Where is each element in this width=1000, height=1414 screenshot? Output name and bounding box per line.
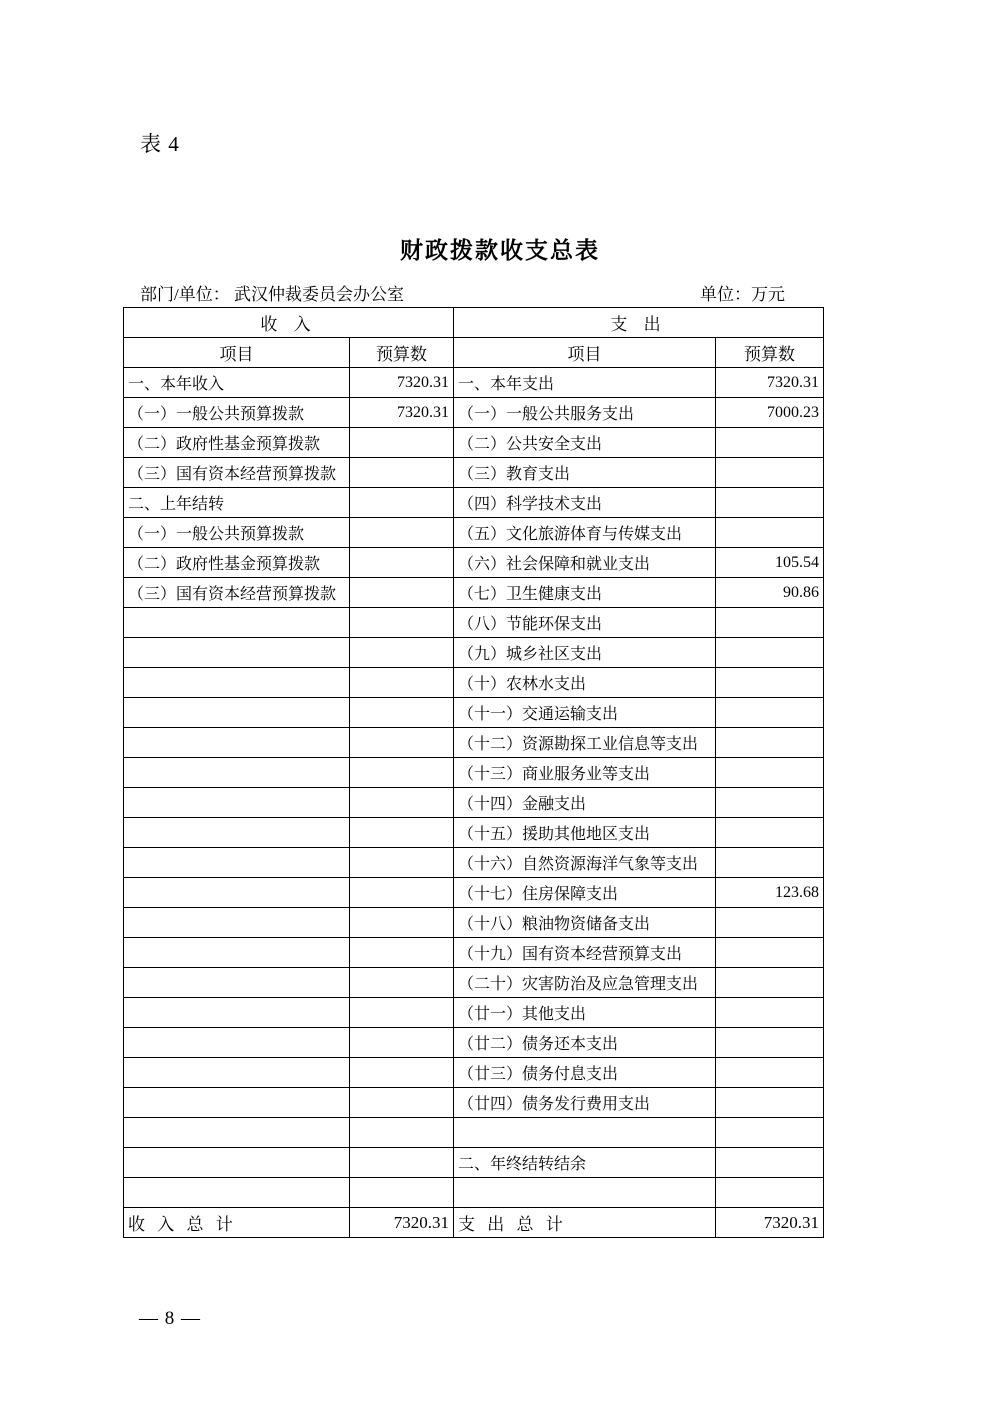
income-item-cell: （二）政府性基金预算拨款 xyxy=(124,548,350,578)
income-value-cell xyxy=(350,638,454,668)
table-row xyxy=(124,668,824,698)
expense-item-cell xyxy=(454,1118,716,1148)
expense-item-cell: （廿一）其他支出 xyxy=(454,998,716,1028)
income-item-cell xyxy=(124,908,350,938)
table-row xyxy=(124,788,824,818)
table-row xyxy=(124,428,824,458)
income-value-cell xyxy=(350,938,454,968)
expense-value-cell xyxy=(716,1088,824,1118)
table-row xyxy=(124,398,824,428)
income-total-value: 7320.31 xyxy=(350,1208,454,1238)
page-number: — 8 — xyxy=(139,1308,201,1329)
table-label: 表 4 xyxy=(140,132,180,156)
income-item-cell xyxy=(124,968,350,998)
income-item-cell: （二）政府性基金预算拨款 xyxy=(124,428,350,458)
income-item-cell xyxy=(124,1118,350,1148)
income-total-label: 收 入 总 计 xyxy=(124,1208,350,1238)
expense-total-value: 7320.31 xyxy=(716,1208,824,1238)
income-item-cell xyxy=(124,998,350,1028)
expense-value-cell xyxy=(716,848,824,878)
expense-value-cell xyxy=(716,1148,824,1178)
expense-item-cell: （十）农林水支出 xyxy=(454,668,716,698)
expense-value-cell: 7320.31 xyxy=(716,368,824,398)
expense-value-cell xyxy=(716,1178,824,1208)
column-header-row xyxy=(124,338,824,368)
expense-value-cell xyxy=(716,1118,824,1148)
income-value-cell xyxy=(350,818,454,848)
table-row xyxy=(124,458,824,488)
income-value-cell xyxy=(350,1148,454,1178)
income-group-header: 收 入 xyxy=(124,308,454,338)
table-row xyxy=(124,1178,824,1208)
expense-item-cell: （十三）商业服务业等支出 xyxy=(454,758,716,788)
income-value-cell xyxy=(350,878,454,908)
table-row xyxy=(124,878,824,908)
table-row xyxy=(124,1148,824,1178)
income-item-cell xyxy=(124,788,350,818)
income-value-cell xyxy=(350,578,454,608)
expense-value-cell: 7000.23 xyxy=(716,398,824,428)
expense-item-cell: （廿四）债务发行费用支出 xyxy=(454,1088,716,1118)
income-item-cell: （一）一般公共预算拨款 xyxy=(124,518,350,548)
income-value-cell xyxy=(350,668,454,698)
table-row xyxy=(124,698,824,728)
expense-item-cell: （廿二）债务还本支出 xyxy=(454,1028,716,1058)
expense-value-cell xyxy=(716,668,824,698)
income-value-cell: 7320.31 xyxy=(350,398,454,428)
table-row xyxy=(124,728,824,758)
expense-item-cell: （八）节能环保支出 xyxy=(454,608,716,638)
income-value-cell xyxy=(350,848,454,878)
expense-value-cell xyxy=(716,1058,824,1088)
expense-item-cell: （六）社会保障和就业支出 xyxy=(454,548,716,578)
income-item-cell xyxy=(124,1028,350,1058)
expense-value-cell xyxy=(716,938,824,968)
expense-item-cell: （一）一般公共服务支出 xyxy=(454,398,716,428)
table-row xyxy=(124,488,824,518)
income-value-cell xyxy=(350,488,454,518)
expense-value-cell xyxy=(716,458,824,488)
expense-total-label: 支 出 总 计 xyxy=(454,1208,716,1238)
table-row xyxy=(124,518,824,548)
expense-value-cell xyxy=(716,608,824,638)
income-item-cell: （三）国有资本经营预算拨款 xyxy=(124,458,350,488)
expense-item-cell: 二、年终结转结余 xyxy=(454,1148,716,1178)
income-value-cell xyxy=(350,1028,454,1058)
expense-item-cell: （十七）住房保障支出 xyxy=(454,878,716,908)
income-budget-header: 预算数 xyxy=(350,338,454,368)
income-item-cell xyxy=(124,818,350,848)
expense-value-cell: 105.54 xyxy=(716,548,824,578)
income-item-cell: （一）一般公共预算拨款 xyxy=(124,398,350,428)
table-row xyxy=(124,608,824,638)
table-row xyxy=(124,1118,824,1148)
income-value-cell xyxy=(350,1118,454,1148)
expense-value-cell xyxy=(716,698,824,728)
table-row xyxy=(124,938,824,968)
table-row xyxy=(124,1088,824,1118)
income-value-cell xyxy=(350,608,454,638)
income-value-cell xyxy=(350,1058,454,1088)
expense-item-cell: 一、本年支出 xyxy=(454,368,716,398)
page-footer xyxy=(0,1308,1000,1330)
income-item-cell xyxy=(124,1058,350,1088)
table-row xyxy=(124,548,824,578)
group-header-row xyxy=(124,308,824,338)
table-row xyxy=(124,638,824,668)
expense-item-cell: （十二）资源勘探工业信息等支出 xyxy=(454,728,716,758)
income-value-cell xyxy=(350,998,454,1028)
income-value-cell xyxy=(350,548,454,578)
expense-value-cell xyxy=(716,998,824,1028)
expense-item-cell: （十九）国有资本经营预算支出 xyxy=(454,938,716,968)
expense-item-cell: （五）文化旅游体育与传媒支出 xyxy=(454,518,716,548)
table-row xyxy=(124,368,824,398)
table-row xyxy=(124,578,824,608)
department-label: 部门/单位： 武汉仲裁委员会办公室 xyxy=(140,285,404,304)
income-value-cell xyxy=(350,1088,454,1118)
income-value-cell xyxy=(350,908,454,938)
expense-value-cell xyxy=(716,818,824,848)
table-row xyxy=(124,1028,824,1058)
income-item-cell xyxy=(124,1148,350,1178)
expense-value-cell xyxy=(716,728,824,758)
expense-item-cell: （十五）援助其他地区支出 xyxy=(454,818,716,848)
table-row xyxy=(124,818,824,848)
expense-item-cell: （九）城乡社区支出 xyxy=(454,638,716,668)
expense-item-cell: （七）卫生健康支出 xyxy=(454,578,716,608)
expense-item-header: 项目 xyxy=(454,338,716,368)
income-item-cell xyxy=(124,878,350,908)
income-item-cell xyxy=(124,728,350,758)
table-row xyxy=(124,968,824,998)
income-value-cell xyxy=(350,968,454,998)
expense-value-cell xyxy=(716,908,824,938)
expense-item-cell: （十六）自然资源海洋气象等支出 xyxy=(454,848,716,878)
expense-value-cell xyxy=(716,428,824,458)
expense-item-cell: （十四）金融支出 xyxy=(454,788,716,818)
income-value-cell xyxy=(350,728,454,758)
table-row xyxy=(124,1058,824,1088)
income-item-cell xyxy=(124,698,350,728)
expense-item-cell: （二十）灾害防治及应急管理支出 xyxy=(454,968,716,998)
expense-value-cell xyxy=(716,518,824,548)
budget-table xyxy=(123,307,824,1238)
income-item-cell xyxy=(124,938,350,968)
expense-item-cell: （十八）粮油物资储备支出 xyxy=(454,908,716,938)
meta-row xyxy=(140,280,825,305)
expense-budget-header: 预算数 xyxy=(716,338,824,368)
table-row xyxy=(124,908,824,938)
income-item-cell xyxy=(124,608,350,638)
income-item-cell xyxy=(124,638,350,668)
income-item-header: 项目 xyxy=(124,338,350,368)
income-value-cell xyxy=(350,758,454,788)
table-row xyxy=(124,758,824,788)
income-item-cell: 一、本年收入 xyxy=(124,368,350,398)
income-item-cell: 二、上年结转 xyxy=(124,488,350,518)
expense-group-header: 支 出 xyxy=(454,308,824,338)
page-title: 财政拨款收支总表 xyxy=(400,238,600,263)
unit-label: 单位：万元 xyxy=(700,285,785,304)
expense-item-cell: （三）教育支出 xyxy=(454,458,716,488)
expense-value-cell xyxy=(716,758,824,788)
expense-item-cell: （二）公共安全支出 xyxy=(454,428,716,458)
income-item-cell: （三）国有资本经营预算拨款 xyxy=(124,578,350,608)
income-value-cell xyxy=(350,428,454,458)
table-row xyxy=(124,998,824,1028)
expense-item-cell xyxy=(454,1178,716,1208)
income-value-cell xyxy=(350,518,454,548)
income-value-cell xyxy=(350,788,454,818)
income-item-cell xyxy=(124,758,350,788)
expense-value-cell xyxy=(716,638,824,668)
income-value-cell: 7320.31 xyxy=(350,368,454,398)
income-item-cell xyxy=(124,1178,350,1208)
table-row xyxy=(124,848,824,878)
expense-value-cell xyxy=(716,968,824,998)
income-value-cell xyxy=(350,698,454,728)
income-item-cell xyxy=(124,848,350,878)
table-total-row xyxy=(124,1208,824,1238)
expense-value-cell: 90.86 xyxy=(716,578,824,608)
expense-value-cell xyxy=(716,488,824,518)
expense-item-cell: （四）科学技术支出 xyxy=(454,488,716,518)
expense-value-cell xyxy=(716,788,824,818)
income-value-cell xyxy=(350,1178,454,1208)
expense-value-cell xyxy=(716,1028,824,1058)
expense-item-cell: （十一）交通运输支出 xyxy=(454,698,716,728)
income-value-cell xyxy=(350,458,454,488)
income-item-cell xyxy=(124,1088,350,1118)
expense-item-cell: （廿三）债务付息支出 xyxy=(454,1058,716,1088)
income-item-cell xyxy=(124,668,350,698)
expense-value-cell: 123.68 xyxy=(716,878,824,908)
